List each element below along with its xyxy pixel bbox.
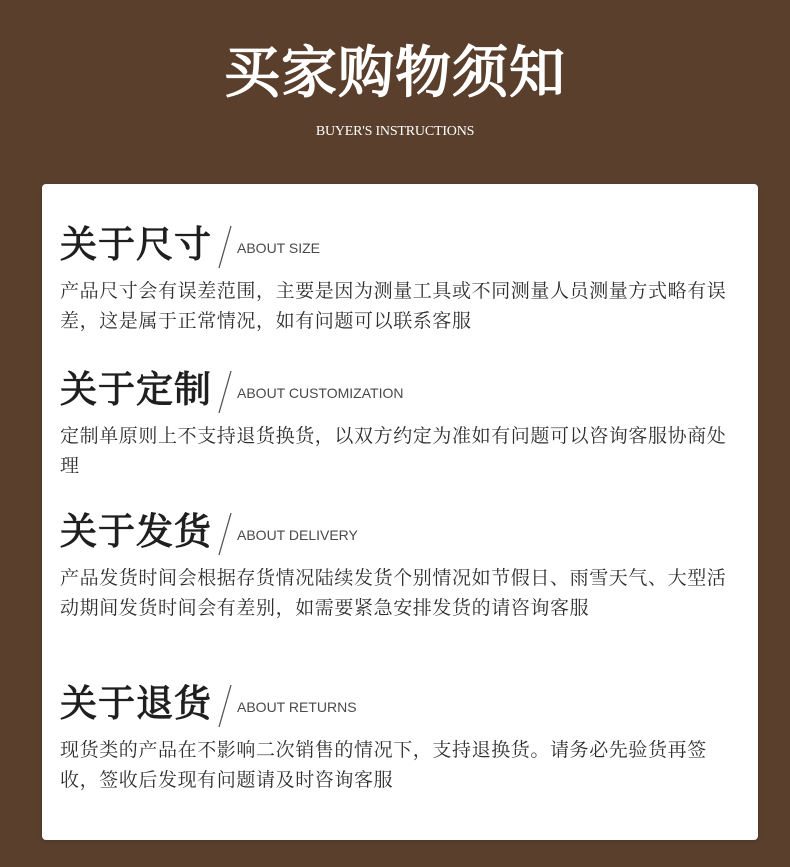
section-body: 产品尺寸会有误差范围，主要是因为测量工具或不同测量人员测量方式略有误差，这是属于正常情况，如有问题可以联系客服 <box>60 280 727 332</box>
slash-divider-icon <box>218 225 232 269</box>
section-body: 产品发货时间会根据存货情况陆续发货个别情况如节假日、雨雪天气、大型活动期间发货时间会有差别，如需要紧急安排发货的请咨询客服 <box>60 567 727 619</box>
section-customization <box>60 365 750 481</box>
instructions-card <box>42 184 758 840</box>
section-subtitle: ABOUT RETURNS <box>237 699 357 715</box>
section-size <box>60 220 750 336</box>
section-body: 定制单原则上不支持退货换货，以双方约定为准如有问题可以咨询客服协商处理 <box>60 425 727 477</box>
slash-divider-icon <box>218 370 232 414</box>
section-title: 关于尺寸 <box>60 223 212 266</box>
slash-divider-icon <box>218 512 232 556</box>
section-title: 关于发货 <box>60 510 212 553</box>
page-header <box>0 0 790 184</box>
slash-divider-icon <box>218 684 232 728</box>
section-body: 现货类的产品在不影响二次销售的情况下，支持退换货。请务必先验货再签收，签收后发现有问题请及时咨询客服 <box>60 739 707 791</box>
section-title: 关于定制 <box>60 368 212 411</box>
section-subtitle: ABOUT SIZE <box>237 240 320 256</box>
section-heading <box>60 679 750 729</box>
section-title: 关于退货 <box>60 682 212 725</box>
section-subtitle: ABOUT CUSTOMIZATION <box>237 385 404 401</box>
section-returns <box>60 679 750 795</box>
section-subtitle: ABOUT DELIVERY <box>237 527 358 543</box>
section-heading <box>60 220 750 270</box>
section-heading <box>60 507 750 557</box>
section-heading <box>60 365 750 415</box>
section-delivery <box>60 507 750 623</box>
page-title: 买家购物须知 <box>224 41 566 106</box>
page-subtitle: BUYER'S INSTRUCTIONS <box>315 124 475 139</box>
